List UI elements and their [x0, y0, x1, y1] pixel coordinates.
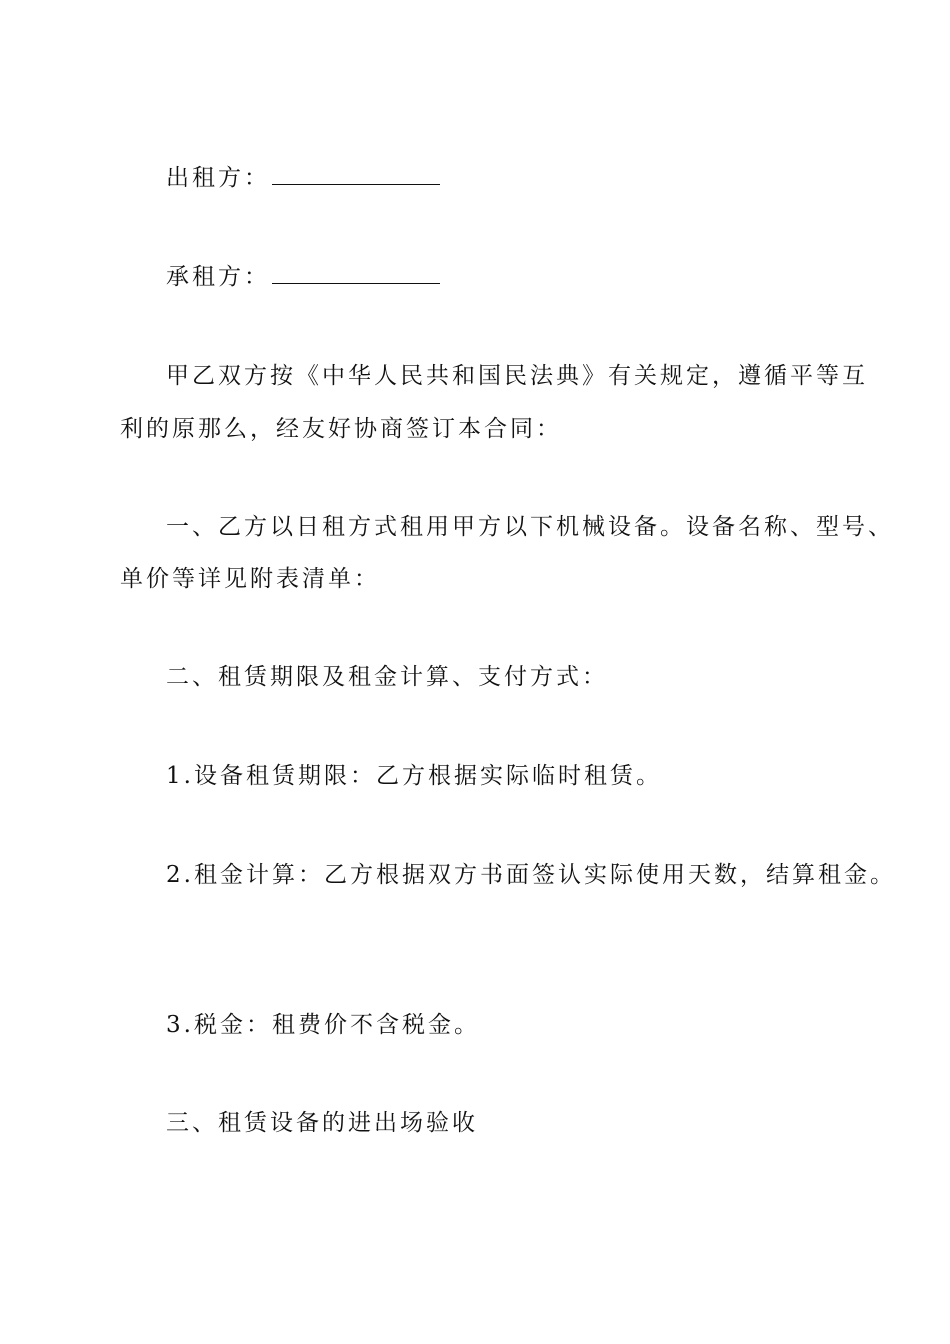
clause3-title: 三、租赁设备的进出场验收	[166, 1110, 478, 1136]
lessor-blank	[272, 164, 440, 185]
lessee-label: 承租方：	[166, 264, 270, 290]
lessee-line	[166, 262, 440, 292]
clause2-item-2: 2.租金计算：乙方根据双方书面签认实际使用天数，结算租金。	[166, 862, 896, 888]
clause2-title: 二、租赁期限及租金计算、支付方式：	[166, 664, 608, 690]
clause2-item-3: 3.税金：租费价不含税金。	[166, 1012, 480, 1038]
intro-line-2: 利的原那么，经友好协商签订本合同：	[120, 416, 562, 442]
lessor-label: 出租方：	[166, 165, 270, 191]
intro-line-1: 甲乙双方按《中华人民共和国民法典》有关规定，遵循平等互	[166, 363, 868, 389]
clause2-item-1: 1.设备租赁期限：乙方根据实际临时租赁。	[166, 763, 662, 789]
lessor-line	[166, 163, 440, 193]
clause1-line-2: 单价等详见附表清单：	[120, 566, 380, 592]
clause1-line-1: 一、乙方以日租方式租用甲方以下机械设备。设备名称、型号、	[166, 514, 894, 540]
lessee-blank	[272, 263, 440, 284]
